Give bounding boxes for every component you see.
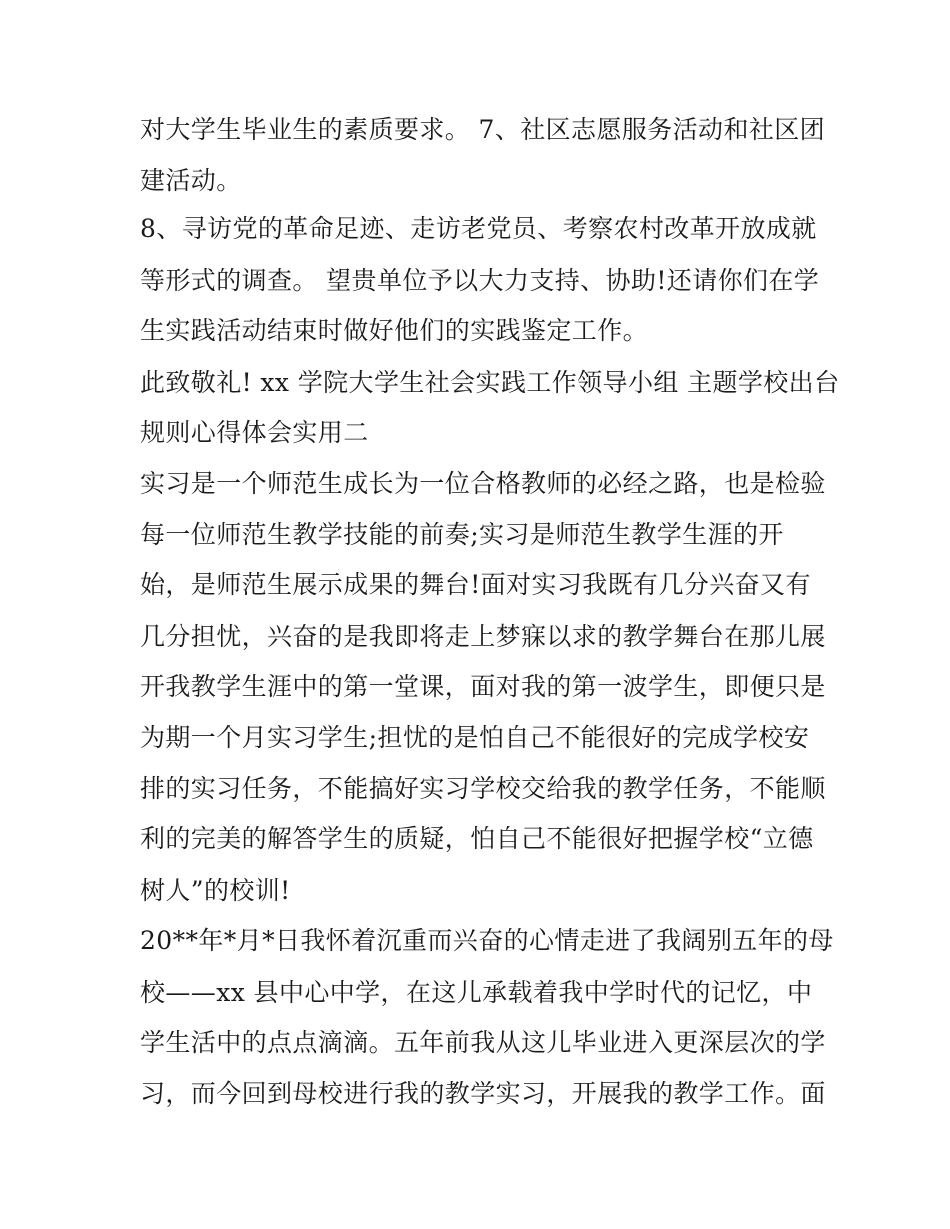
text-line: 实习是一个师范生成长为一位合格教师的必经之路，也是检验 — [140, 469, 826, 498]
text-line: 规则心得体会实用二 — [140, 418, 369, 447]
text-line: 几分担忧，兴奋的是我即将走上梦寐以求的教学舞台在那儿展 — [140, 622, 826, 651]
text-line: 始，是师范生展示成果的舞台!面对实习我既有几分兴奋又有 — [140, 570, 811, 599]
text-line: 此致敬礼! xx 学院大学生社会实践工作领导小组 主题学校出台 — [140, 368, 840, 397]
text-line: 习，而今回到母校进行我的教学实习，开展我的教学工作。面 — [140, 1079, 826, 1108]
text-line: 20**年*月*日我怀着沉重而兴奋的心情走进了我阔别五年的母 — [140, 926, 834, 955]
text-line: 排的实习任务，不能搞好实习学校交给我的教学任务，不能顺 — [140, 774, 826, 803]
text-line: 建活动。 — [140, 166, 242, 195]
text-line: 每一位师范生教学技能的前奏;实习是师范生教学生涯的开 — [140, 520, 784, 549]
text-line: 利的完美的解答学生的质疑，怕自己不能很好把握学校“立德 — [140, 824, 814, 853]
text-line: 树人”的校训! — [140, 876, 291, 905]
text-line: 学生活中的点点滴滴。五年前我从这儿毕业进入更深层次的学 — [140, 1028, 826, 1057]
text-line: 开我教学生涯中的第一堂课，面对我的第一波学生，即便只是 — [140, 672, 826, 701]
text-line: 生实践活动结束时做好他们的实践鉴定工作。 — [140, 316, 649, 345]
text-line: 8、寻访党的革命足迹、走访老党员、考察农村改革开放成就 — [140, 214, 817, 243]
text-line: 对大学生毕业生的素质要求。 7、社区志愿服务活动和社区团 — [140, 115, 826, 144]
text-line: 等形式的调查。 望贵单位予以大力支持、协助!还请你们在学 — [140, 266, 820, 295]
text-line: 为期一个月实习学生;担忧的是怕自己不能很好的完成学校安 — [140, 723, 810, 752]
text-line: 校——xx 县中心中学，在这儿承载着我中学时代的记忆，中 — [140, 978, 813, 1007]
